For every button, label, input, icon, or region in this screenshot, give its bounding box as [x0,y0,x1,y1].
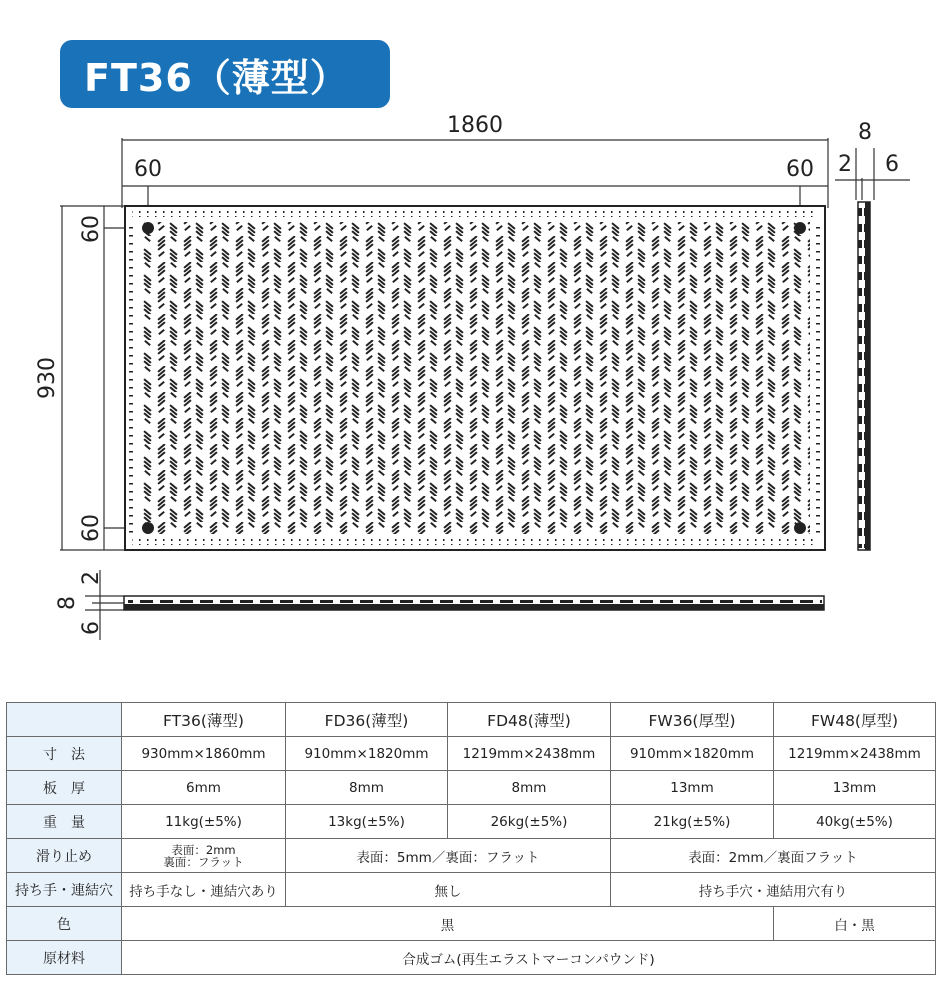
dim-bottom-mid: 8 [55,596,80,610]
table-cell: 持ち手穴・連結用穴有り [611,873,936,907]
row-label: 色 [7,907,122,941]
row-label: 滑り止め [7,839,122,873]
table-cell: 8mm [286,771,448,805]
table-cell: 13mm [774,771,936,805]
table-cell: 13kg(±5%) [286,805,448,839]
row-label: 板 厚 [7,771,122,805]
table-row-thickness [7,771,936,805]
row-label: 重 量 [7,805,122,839]
row-label: 原材料 [7,941,122,975]
dim-side-right: 6 [885,152,899,177]
dim-side-left: 2 [838,152,852,177]
product-title: FT36（薄型） [84,55,349,100]
table-row-material [7,941,936,975]
table-header-row [7,703,936,737]
connector-hole-icon [794,222,806,234]
cell-line: 表面：2mm [171,842,236,857]
table-cell: 1219mm×2438mm [448,737,611,771]
table-row-color [7,907,936,941]
table-cell: 910mm×1820mm [611,737,774,771]
table-cell: 白・黒 [774,907,936,941]
table-cell: 6mm [122,771,286,805]
connector-hole-icon [142,222,154,234]
col-header: FW36(厚型) [611,703,774,737]
table-row-size [7,737,936,771]
table-cell: 26kg(±5%) [448,805,611,839]
dim-height: 930 [35,357,60,399]
spec-table [6,702,936,975]
table-row-weight [7,805,936,839]
dim-left-margin: 60 [134,157,162,182]
row-label: 持ち手・連結穴 [7,873,122,907]
mat-side-view [835,148,910,550]
col-header: FD36(薄型) [286,703,448,737]
table-cell: 持ち手なし・連結穴あり [122,873,286,907]
table-cell: 1219mm×2438mm [774,737,936,771]
table-cell: 黒 [122,907,774,941]
table-row-handle [7,873,936,907]
cell-line: 裏面：フラット [163,854,244,869]
connector-hole-icon [794,522,806,534]
dim-bottom-low: 6 [79,621,104,635]
dim-top-margin: 60 [79,215,104,243]
table-cell: 8mm [448,771,611,805]
table-cell: 表面：5mm／裏面：フラット [286,839,611,873]
table-cell: 40kg(±5%) [774,805,936,839]
table-corner [7,703,122,737]
table-cell: 11kg(±5%) [122,805,286,839]
table-cell: 13mm [611,771,774,805]
col-header: FD48(薄型) [448,703,611,737]
table-row-antislip [7,839,936,873]
table-cell: 21kg(±5%) [611,805,774,839]
table-cell: 合成ゴム(再生エラストマーコンパウンド) [122,941,936,975]
dim-right-margin: 60 [786,157,814,182]
dim-bottom-top: 2 [79,571,104,585]
table-cell [122,839,286,873]
connector-hole-icon [142,522,154,534]
col-header: FT36(薄型) [122,703,286,737]
dim-total-width: 1860 [447,113,503,138]
dim-bottom-margin: 60 [79,514,104,542]
mat-front-view [125,206,825,550]
col-header: FW48(厚型) [774,703,936,737]
row-label: 寸 法 [7,737,122,771]
table-cell: 無し [286,873,611,907]
table-cell: 910mm×1820mm [286,737,448,771]
mat-bottom-view [85,570,824,640]
dim-side-total: 8 [858,120,872,145]
table-cell: 表面：2mm／裏面フラット [611,839,936,873]
table-cell: 930mm×1860mm [122,737,286,771]
